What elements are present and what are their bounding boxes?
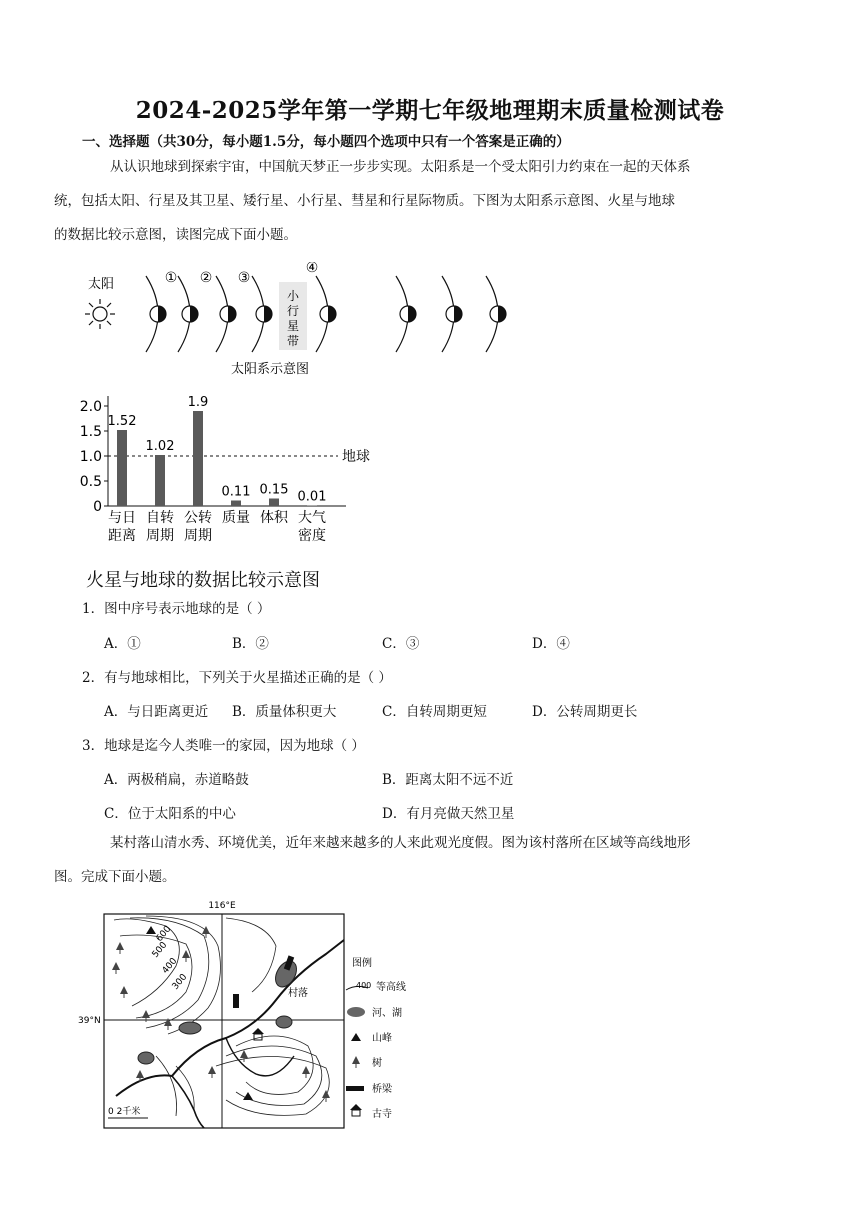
category-label: 自转	[146, 510, 174, 526]
bar-value-label: 0.11	[221, 484, 251, 500]
y-tick-label: 0.5	[79, 474, 102, 490]
q2-option-c[interactable]: C．自转周期更短	[382, 704, 487, 720]
category-label: 公转	[184, 510, 212, 526]
orbit-marker-3: ③	[237, 270, 251, 286]
orbit-marker-4: ④	[305, 262, 319, 276]
q3-option-c[interactable]: C．位于太阳系的中心	[104, 806, 236, 822]
lake	[271, 957, 301, 990]
lake	[138, 1052, 154, 1064]
intro-paragraph-2	[54, 826, 782, 894]
intro-line: 图。完成下面小题。	[54, 869, 176, 885]
planet-shadow	[158, 306, 166, 322]
bar	[155, 455, 165, 506]
bar	[307, 506, 317, 507]
section-heading: 一、选择题（共30分，每小题1.5分，每小题四个选项中只有一个答案是正确的）	[82, 134, 570, 150]
category-label: 体积	[260, 510, 288, 526]
q3-option-b[interactable]: B．距离太阳不远不近	[382, 772, 514, 788]
tree-icon	[302, 1066, 310, 1078]
tree-icon	[120, 986, 128, 998]
intro-line: 从认识地球到探索宇宙，中国航天梦正一步步实现。太阳系是一个受太阳引力约束在一起的天体系	[110, 159, 691, 175]
legend-lake-icon	[347, 1007, 365, 1017]
planet-shadow	[190, 306, 198, 322]
contour-label-300: 300	[170, 972, 190, 992]
legend-temple-icon	[350, 1104, 362, 1116]
legend-contour-value: 400	[356, 981, 372, 990]
tree-icons	[112, 926, 330, 1102]
bar-value-label: 1.52	[107, 414, 137, 429]
orbits	[146, 276, 506, 352]
intro-line: 的数据比较示意图，读图完成下面小题。	[54, 227, 297, 243]
map-frame	[104, 914, 344, 1128]
bar-value-label: 0.15	[259, 482, 289, 498]
bar-value-label: 1.02	[145, 439, 175, 454]
category-label: 周期	[146, 528, 174, 544]
tree-icon	[202, 926, 210, 938]
legend-contour-text: 等高线	[376, 982, 406, 993]
bar-value-label: 0.01	[297, 489, 327, 505]
category-label: 与日	[108, 510, 136, 526]
legend-bridge-text: 桥梁	[372, 1084, 392, 1095]
q2-option-b[interactable]: B．质量体积更大	[232, 704, 337, 720]
q1-option-a[interactable]: A．①	[104, 636, 141, 652]
q2-option-d[interactable]: D．公转周期更长	[532, 704, 638, 720]
contour-label-600: 600	[154, 924, 174, 944]
planet-shadow	[228, 306, 236, 322]
tree-icon	[182, 950, 190, 962]
legend-peak-text: 山峰	[372, 1033, 392, 1044]
legend-tree-icon	[352, 1056, 360, 1068]
peak-icon	[243, 1092, 253, 1100]
legend-temple-text: 古寺	[372, 1109, 392, 1120]
belt-char: 小	[286, 289, 300, 303]
belt-char: 行	[286, 304, 300, 318]
scale-label: 0 2千米	[108, 1107, 141, 1117]
q1-option-b[interactable]: B．②	[232, 636, 269, 652]
contour-label-400: 400	[160, 956, 180, 976]
asteroid-belt	[279, 282, 307, 350]
bar-value-label: 1.9	[187, 395, 209, 410]
q3-option-a[interactable]: A．两极稍扁，赤道略鼓	[104, 772, 249, 788]
page-title: 2024-2025学年第一学期七年级地理期末质量检测试卷	[135, 97, 725, 124]
legend-title: 图例	[352, 958, 372, 969]
lake	[276, 1016, 292, 1028]
category-label: 质量	[222, 510, 250, 526]
planet-shadow	[328, 306, 336, 322]
bar	[117, 430, 127, 506]
category-label: 距离	[108, 528, 136, 544]
intro-line: 统，包括太阳、行星及其卫星、矮行星、小行星、彗星和行星际物质。下图为太阳系示意图、火星与地球	[54, 193, 675, 209]
orbit-marker-2: ②	[199, 270, 213, 286]
contour-map	[76, 896, 436, 1136]
earth-reference-label: 地球	[342, 449, 370, 465]
question-2: 2．有与地球相比，下列关于火星描述正确的是（ ）	[82, 670, 392, 686]
mars-earth-bar-chart	[76, 390, 396, 550]
category-label: 大气	[298, 510, 326, 526]
tree-icon	[116, 942, 124, 954]
bridge-icon	[233, 994, 239, 1008]
y-tick-label: 1.0	[79, 449, 102, 465]
longitude-label: 116°E	[208, 901, 236, 911]
intro-line: 某村落山清水秀、环境优美，近年来越来越多的人来此观光度假。图为该村落所在区域等高线地形	[110, 835, 691, 851]
q3-option-d[interactable]: D．有月亮做天然卫星	[382, 806, 515, 822]
y-tick-label: 1.5	[79, 424, 102, 440]
q1-option-c[interactable]: C．③	[382, 636, 420, 652]
legend-lake-text: 河、湖	[372, 1008, 402, 1019]
lake	[179, 1022, 201, 1034]
q2-option-a[interactable]: A．与日距离更近	[104, 704, 209, 720]
bar	[269, 499, 279, 507]
contour-label-500: 500	[150, 940, 170, 960]
bar	[231, 501, 241, 507]
belt-char: 带	[286, 334, 300, 348]
sun-label: 太阳	[88, 277, 115, 292]
bar	[193, 411, 203, 506]
y-tick-label: 0	[93, 499, 102, 515]
river	[116, 940, 344, 1096]
village-label: 村落	[288, 988, 308, 999]
tree-icon	[240, 1050, 248, 1062]
legend-tree-text: 树	[372, 1058, 382, 1069]
orbit-marker-1: ①	[164, 270, 178, 286]
category-label: 周期	[184, 528, 212, 544]
solar-caption: 太阳系示意图	[230, 362, 310, 377]
sun-icon	[85, 299, 115, 329]
legend-peak-icon	[351, 1033, 361, 1041]
solar-system-diagram	[76, 262, 526, 382]
question-3: 3．地球是迄今人类唯一的家园，因为地球（ ）	[82, 738, 365, 754]
legend-bridge-icon	[346, 1086, 364, 1091]
belt-char: 星	[286, 319, 300, 333]
peak-icon	[146, 926, 156, 934]
y-tick-label: 2.0	[79, 399, 102, 415]
tree-icon	[208, 1066, 216, 1078]
planet-shadow	[264, 306, 272, 322]
planet-shadow	[408, 306, 416, 322]
latitude-label: 39°N	[78, 1016, 101, 1026]
tree-icon	[112, 962, 120, 974]
intro-paragraph-1	[54, 150, 782, 252]
planet-shadow	[498, 306, 506, 322]
question-1: 1．图中序号表示地球的是（ ）	[82, 601, 271, 617]
q1-option-d[interactable]: D．④	[532, 636, 570, 652]
category-label: 密度	[298, 528, 326, 544]
planet-shadow	[454, 306, 462, 322]
chart-title: 火星与地球的数据比较示意图	[86, 570, 320, 591]
